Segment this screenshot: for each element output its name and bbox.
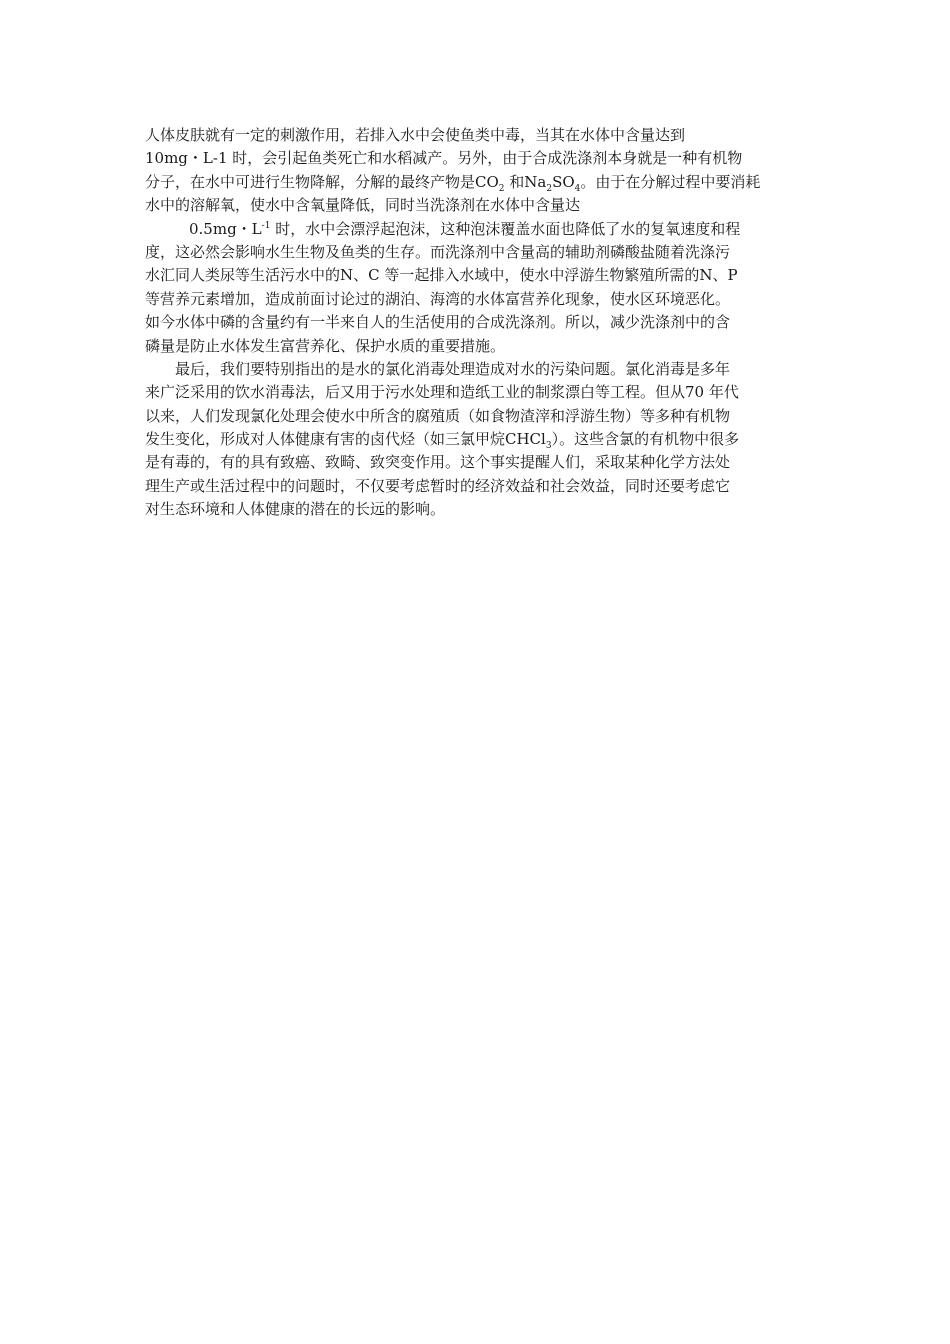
paragraph-start-line: 最后，我们要特别指出的是水的氯化消毒处理造成对水的污染问题。氯化消毒是多年 xyxy=(175,359,731,378)
text-segment: 0.5mg・L xyxy=(189,219,262,238)
text-segment: 。由于在分解过程中要消耗 xyxy=(580,172,761,191)
text-line: 对生态环境和人体健康的潜在的长远的影响。 xyxy=(145,500,446,519)
document-body xyxy=(145,124,815,522)
text-segment: SO xyxy=(552,172,575,191)
text-segment: 和Na xyxy=(504,172,547,191)
text-line: 来广泛采用的饮水消毒法，后又用于污水处理和造纸工业的制浆漂白等工程。但从70 年代 xyxy=(145,383,739,402)
text-line xyxy=(145,428,815,451)
text-line: 度，这必然会影响水生生物及鱼类的生存。而洗涤剂中含量高的辅助剂磷酸盐随着洗涤污 xyxy=(145,242,731,261)
text-line: 理生产或生活过程中的问题时，不仅要考虑暂时的经济效益和社会效益，同时还要考虑它 xyxy=(145,476,731,495)
subscript: 2 xyxy=(546,183,553,194)
text-line: 水中的溶解氧，使水中含氧量降低，同时当洗涤剂在水体中含量达 xyxy=(145,196,581,215)
text-segment: ）。这些含氯的有机物中很多 xyxy=(551,430,740,449)
text-line: 人体皮肤就有一定的刺激作用，若排入水中会使鱼类中毒，当其在水体中含量达到 xyxy=(145,126,686,144)
text-line: 10mg・L-1 时，会引起鱼类死亡和水稻减产。另外，由于合成洗涤剂本身就是一种有机物 xyxy=(145,149,743,168)
text-line: 以来，人们发现氯化处理会使水中所含的腐殖质（如食物渣滓和浮游生物）等多种有机物 xyxy=(145,406,731,425)
text-line: 是有毒的，有的具有致癌、致畸、致突变作用。这个事实提醒人们，采取某种化学方法处 xyxy=(145,453,731,472)
text-line: 等营养元素增加，造成前面讨论过的湖泊、海湾的水体富营养化现象，使水区环境恶化。 xyxy=(145,289,731,308)
subscript: 2 xyxy=(498,183,505,194)
subscript: 3 xyxy=(545,441,552,452)
subscript: 4 xyxy=(574,183,581,194)
text-segment: 分子，在水中可进行生物降解，分解的最终产物是CO xyxy=(145,172,499,191)
text-line: 磷量是防止水体发生富营养化、保护水质的重要措施。 xyxy=(145,336,506,355)
text-segment: 时，水中会漂浮起泡沫，这种泡沫覆盖水面也降低了水的复氧速度和程 xyxy=(270,219,741,238)
text-line: 如今水体中磷的含量约有一半来自人的生活使用的合成洗涤剂。所以，减少洗涤剂中的含 xyxy=(145,313,731,332)
text-line xyxy=(145,218,815,241)
superscript: -1 xyxy=(261,220,271,231)
text-line xyxy=(145,171,815,194)
text-segment: 发生变化，形成对人体健康有害的卤代烃（如三氯甲烷CHCl xyxy=(145,430,546,449)
text-line: 水汇同人类尿等生活污水中的N、C 等一起排入水域中，使水中浮游生物繁殖所需的N、P xyxy=(145,266,738,285)
